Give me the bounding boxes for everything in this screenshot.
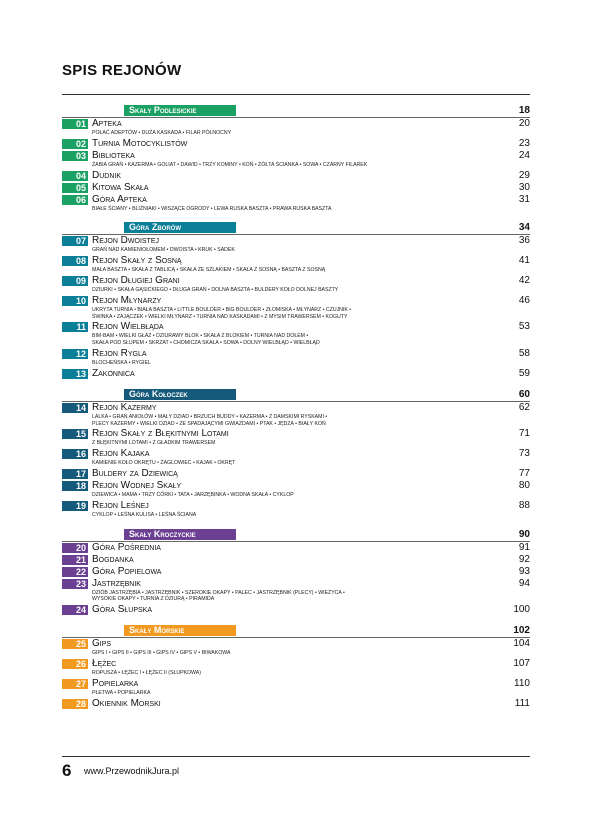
entry-number-badge: 22 <box>62 567 88 577</box>
entry-number-badge: 09 <box>62 276 88 286</box>
table-of-contents <box>62 104 530 710</box>
entry-number-badge: 16 <box>62 449 88 459</box>
toc-entry <box>62 194 530 214</box>
toc-entry <box>62 321 530 348</box>
entry-name: Rejon Leśnej <box>92 499 149 511</box>
toc-entry <box>62 150 530 170</box>
sub-area-line: KAMIENIE KOŁO OKRĘTU • ŻAGLOWIEC • KAJAK • OKRĘT <box>92 460 236 467</box>
entry-number-badge: 27 <box>62 679 88 689</box>
entry-page-number: 20 <box>518 118 530 129</box>
entry-name: Jastrzębnik <box>92 577 141 589</box>
toc-entry <box>62 554 530 566</box>
entry-sub-areas <box>92 333 530 348</box>
entry-sub-areas <box>92 460 530 468</box>
footer-divider <box>62 756 530 757</box>
entry-name: Zakonnica <box>92 367 135 379</box>
entry-name: Kitowa Skała <box>92 181 149 193</box>
entry-name: Góra Apteka <box>92 193 147 205</box>
toc-entry <box>62 678 530 698</box>
entry-name: Rejon Dwoistej <box>92 235 160 247</box>
sub-area-line: GIPS I • GIPS II • GIPS III • GIPS IV • GIPS V • BIWAKOWA <box>92 650 231 657</box>
entry-sub-areas <box>92 307 530 322</box>
toc-entry <box>62 658 530 678</box>
toc-entry <box>62 368 530 380</box>
toc-entry <box>62 604 530 616</box>
entry-sub-areas <box>92 650 530 658</box>
entry-name: Dudnik <box>92 169 122 181</box>
entry-number-badge: 07 <box>62 236 88 246</box>
entry-sub-areas <box>92 492 530 500</box>
sub-area-line: BIM-BAM • WIELKI GŁAZ • DZIURAWY BLOK • SKAŁA Z BLOKIEM • TURNIA NAD DOŁEM • <box>92 333 309 340</box>
page-title: SPIS REJONÓW <box>62 62 182 79</box>
sub-area-line: POŁAĆ ADEPTÓW • DUŻA KASKADA • FILAR PÓŁNOCNY <box>92 130 232 136</box>
entry-number-badge: 26 <box>62 659 88 669</box>
entry-number-badge: 12 <box>62 349 88 359</box>
section-title: Góra Kołoczek <box>124 389 236 400</box>
entry-name: Rejon Kajaka <box>92 448 150 460</box>
entry-name: Gips <box>92 638 112 650</box>
sub-area-line: PŁETWA • POPIELARKA <box>92 689 151 696</box>
entry-number-badge: 05 <box>62 183 88 193</box>
entry-page-number: 59 <box>518 367 530 379</box>
sub-area-line: BLOCHEŃSKA • RYGIEL <box>92 359 151 366</box>
toc-entry <box>62 468 530 480</box>
footer-page-number: 6 <box>62 761 72 780</box>
toc-entry <box>62 118 530 138</box>
section-page-number: 102 <box>513 625 530 637</box>
sub-area-line: GRAŃ NAD KAMIENIOŁOMEM • DWOISTA • KRUK • SADEK <box>92 247 235 254</box>
entry-name: Rejon Skały z Błękitnymi Lotami <box>92 428 229 440</box>
entry-name: Rejon Rygla <box>92 347 147 359</box>
entry-sub-areas <box>92 414 530 429</box>
toc-entry <box>62 235 530 255</box>
entry-sub-areas <box>92 267 530 275</box>
sub-area-line: PLECY KAZERMY • WIELKI DZIAD • ZE SPADAJĄCYMI GWIAZDAMI • PTAK • JĘDZA • BIAŁY KOŃ <box>92 420 326 427</box>
entry-number-badge: 13 <box>62 369 88 379</box>
entry-sub-areas <box>92 590 530 605</box>
entry-page-number: 58 <box>518 347 530 359</box>
entry-page-number: 92 <box>518 553 530 565</box>
entry-name: Rejon Skały z Sosną <box>92 255 182 267</box>
entry-sub-areas <box>92 206 530 214</box>
entry-page-number: 107 <box>513 657 530 669</box>
entry-number-badge: 08 <box>62 256 88 266</box>
entry-name: Popielarka <box>92 677 139 689</box>
entry-number-badge: 03 <box>62 151 88 161</box>
entry-page-number: 29 <box>518 169 530 181</box>
entry-name: Rejon Długiej Grani <box>92 274 180 286</box>
entry-name: Rejon Wielbłąda <box>92 321 164 333</box>
sub-area-line: WYSOKIE OKAPY • TURNIA Z DZIURĄ • PIRAMIDA <box>92 596 215 603</box>
entry-name: Turnia Motocyklistów <box>92 137 188 149</box>
toc-entry <box>62 480 530 500</box>
sub-area-line: SKAŁA POD SŁUPEM • SKRZAT • CHOMICZA SKAŁA • SOWA • DOLNY WIELBŁĄD • WIELBŁĄD <box>92 340 320 347</box>
entry-page-number: 93 <box>518 565 530 577</box>
toc-entry <box>62 295 530 322</box>
entry-page-number: 46 <box>518 294 530 306</box>
entry-page-number: 42 <box>518 274 530 286</box>
toc-entry <box>62 578 530 605</box>
entry-number-badge: 28 <box>62 699 88 709</box>
entry-name: Bogdanka <box>92 553 134 565</box>
toc-entry <box>62 566 530 578</box>
entry-name: Łężec <box>92 657 117 669</box>
entry-number-badge: 02 <box>62 139 88 149</box>
section-header <box>62 104 530 118</box>
entry-number-badge: 23 <box>62 579 88 589</box>
entry-page-number: 71 <box>518 428 530 440</box>
entry-page-number: 31 <box>518 193 530 205</box>
entry-name: Góra Popielowa <box>92 565 162 577</box>
toc-entry <box>62 500 530 520</box>
entry-sub-areas <box>92 130 530 138</box>
sub-area-line: CYKLOP • LEŚNA KULISA • LEŚNA ŚCIANA <box>92 511 197 518</box>
entry-page-number: 23 <box>518 137 530 149</box>
entry-page-number: 91 <box>518 541 530 553</box>
entry-number-badge: 14 <box>62 403 88 413</box>
entry-number-badge: 10 <box>62 296 88 306</box>
entry-name: Buldery za Dziewicą <box>92 467 178 479</box>
entry-name: Rejon Młynarzy <box>92 294 162 306</box>
toc-entry <box>62 428 530 448</box>
entry-sub-areas <box>92 440 530 448</box>
entry-number-badge: 15 <box>62 429 88 439</box>
entry-number-badge: 19 <box>62 501 88 511</box>
entry-name: Góra Słupska <box>92 604 153 616</box>
section-title: Skały Morskie <box>124 625 236 636</box>
entry-name: Rejon Wodnej Skały <box>92 479 182 491</box>
sub-area-line: BIAŁE ŚCIANY • BLIŹNIAKI • WISZĄCE OGRODY • LEWA RUSKA BASZTA • PRAWA RUSKA BASZTA <box>92 205 332 212</box>
entry-page-number: 30 <box>518 181 530 193</box>
toc-entry <box>62 170 530 182</box>
entry-sub-areas <box>92 162 530 170</box>
entry-page-number: 73 <box>518 448 530 460</box>
footer-url: www.PrzewodnikJura.pl <box>84 766 180 776</box>
entry-number-badge: 25 <box>62 639 88 649</box>
entry-page-number: 94 <box>518 577 530 589</box>
toc-entry <box>62 542 530 554</box>
entry-sub-areas <box>92 512 530 520</box>
sub-area-line: ROPUSZA • ŁĘŻEC I • ŁĘŻEC II (SŁUPKOWA) <box>92 669 201 676</box>
entry-name: Rejon Kazermy <box>92 401 157 413</box>
entry-number-badge: 06 <box>62 195 88 205</box>
section-page-number: 60 <box>518 388 530 400</box>
section-header <box>62 388 530 402</box>
sub-area-line: DZIURKI • SKAŁA GĄSICKIEGO • DŁUGA GRAŃ • DOLNA BASZTA • BULDERY KOŁO DOLNEJ BASZTY <box>92 286 339 293</box>
entry-name: Góra Pośrednia <box>92 541 161 553</box>
section-title: Skały Podlesickie <box>124 105 236 116</box>
toc-entry <box>62 402 530 429</box>
section-page-number: 34 <box>518 222 530 234</box>
toc-entry <box>62 348 530 368</box>
entry-page-number: 110 <box>514 677 530 689</box>
entry-number-badge: 24 <box>62 605 88 615</box>
entry-page-number: 104 <box>513 638 530 650</box>
entry-page-number: 36 <box>518 235 530 247</box>
toc-entry <box>62 138 530 150</box>
entry-name: Biblioteka <box>92 149 135 161</box>
entry-sub-areas <box>92 287 530 295</box>
entry-sub-areas <box>92 247 530 255</box>
entry-page-number: 62 <box>518 401 530 413</box>
sub-area-line: DZIÓB JASTRZĘBIA • JASTRZĘBNIK • SZEROKIE OKAPY • PALEC • JASTRZĘBNIK (PLECY) • WIEŻYCA • <box>92 589 345 596</box>
entry-page-number: 77 <box>518 467 530 479</box>
entry-name: Okiennik Morski <box>92 697 161 709</box>
title-divider <box>62 94 530 95</box>
entry-number-badge: 04 <box>62 171 88 181</box>
sub-area-line: LALKA • GRAŃ ANIOŁÓW • MAŁY DZIAD • BRZUCH BUDDY • KAZERMA • Z DAMSKIMI RYSKAMI • <box>92 413 328 420</box>
entry-number-badge: 18 <box>62 481 88 491</box>
section-page-number: 90 <box>518 528 530 540</box>
sub-area-line: DZIEWICA • MAMA • TRZY CÓRKI • TATA • JARZĘBINKA • WODNA SKAŁA • CYKLOP <box>92 491 294 498</box>
toc-entry <box>62 255 530 275</box>
sub-area-line: ŚWINKA • ZAJĄCZEK • WIELKI MŁYNARZ • TURNIA NAD KASKADAMI • Z MYSIM TRAWERSEM • KOGUTY <box>92 313 348 320</box>
toc-entry <box>62 448 530 468</box>
entry-sub-areas <box>92 360 530 368</box>
toc-entry <box>62 698 530 710</box>
toc-entry <box>62 182 530 194</box>
section-title: Skały Kroczyckie <box>124 529 236 540</box>
entry-number-badge: 11 <box>62 322 88 332</box>
section-header <box>62 624 530 638</box>
entry-page-number: 111 <box>514 697 530 709</box>
toc-entry <box>62 638 530 658</box>
section-header <box>62 221 530 235</box>
entry-number-badge: 17 <box>62 469 88 479</box>
entry-page-number: 53 <box>518 321 530 333</box>
entry-sub-areas <box>92 670 530 678</box>
section-title: Góra Zborów <box>124 222 236 233</box>
sub-area-line: ŻABIA GRAŃ • KAZERMA • GOLIAT • DAWID • TRZY KOMINY • KOŃ • ŻÓŁTA ŚCIANKA • SOWA • CZARNY FILAREK <box>92 161 368 168</box>
entry-number-badge: 21 <box>62 555 88 565</box>
section-page-number: 18 <box>518 105 530 116</box>
entry-number-badge: 20 <box>62 543 88 553</box>
entry-page-number: 88 <box>518 499 530 511</box>
sub-area-line: MAŁA BASZTA • SKAŁA Z TABLICĄ • SKAŁA ZE SZLAKIEM • SKAŁA Z SOSNĄ • BASZTA Z SOSNĄ <box>92 267 326 274</box>
entry-page-number: 80 <box>518 479 530 491</box>
entry-sub-areas <box>92 690 530 698</box>
sub-area-line: UKRYTA TURNIA • BIAŁA BASZTA • LITTLE BOULDER • BIG BOULDER • ZŁOMISKA • MŁYNARZ • CZUJNIK • <box>92 306 352 313</box>
entry-page-number: 24 <box>518 149 530 161</box>
toc-entry <box>62 275 530 295</box>
sub-area-line: Z BŁĘKITNYMI LOTAMI • Z GŁADKIM TRAWERSEM <box>92 440 216 447</box>
entry-number-badge: 01 <box>62 119 88 129</box>
section-header <box>62 528 530 542</box>
entry-page-number: 100 <box>513 604 530 616</box>
entry-name: Apteka <box>92 118 122 129</box>
entry-page-number: 41 <box>518 255 530 267</box>
